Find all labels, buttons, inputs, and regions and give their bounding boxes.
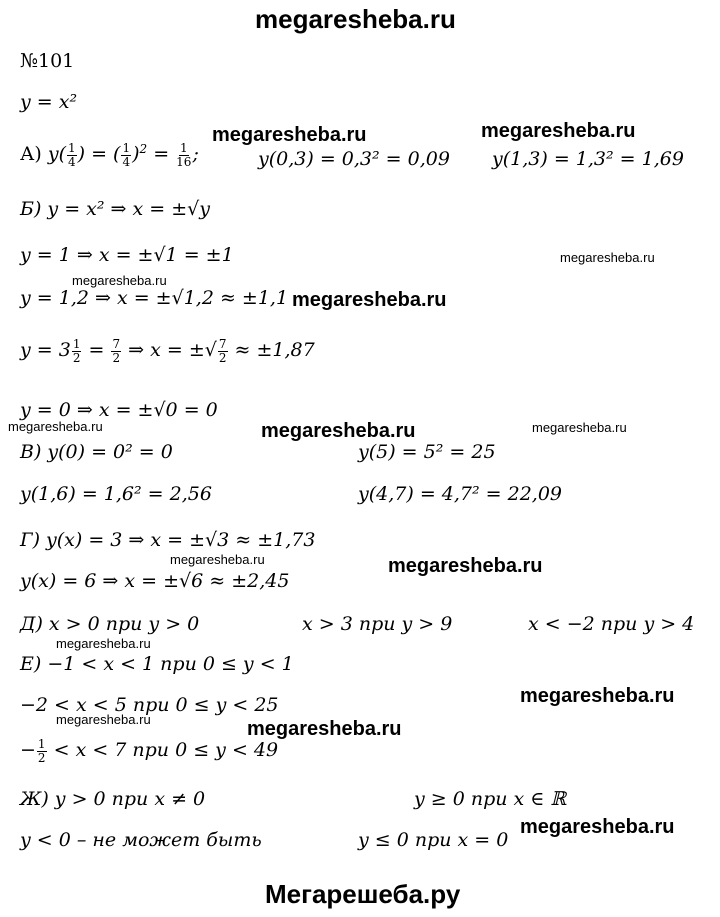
line-a: А) y( $\frac{1}{4}$ ) = ( $\frac{1}{4}$ )$^2$ = $\frac{1}{16}$ ;: [20, 141, 199, 169]
line-d-3: x < −2 при y > 4: [528, 613, 695, 635]
watermark: megaresheba.ru: [72, 273, 167, 288]
line-b-2: y = 1,2 ⇒ x = ±√1,2 ≈ ±1,1: [20, 287, 289, 309]
watermark: megaresheba.ru: [261, 420, 416, 442]
line-a-value-1: y(0,3) = 0,3² = 0,09: [258, 148, 450, 170]
watermark: megaresheba.ru: [56, 712, 151, 727]
task-number: №101: [20, 50, 75, 72]
watermark: megaresheba.ru: [532, 420, 627, 435]
line-v-4: y(4,7) = 4,7² = 22,09: [358, 483, 562, 505]
watermark: megaresheba.ru: [520, 685, 675, 707]
line-e-2: −2 < x < 5 при 0 ≤ y < 25: [20, 694, 279, 716]
watermark: megaresheba.ru: [170, 552, 265, 567]
line-b-3: y = 3 $\frac{1}{2}$ = $\frac{7}{2}$ ⇒ x = ±√ $\frac{7}{2}$ ≈ ±1,87: [20, 337, 315, 365]
line-zh-1: Ж) y > 0 при x ≠ 0: [20, 788, 206, 810]
watermark: megaresheba.ru: [520, 816, 675, 838]
line-g-2: y(x) = 6 ⇒ x = ±√6 ≈ ±2,45: [20, 570, 290, 592]
watermark: megaresheba.ru: [560, 250, 655, 265]
line-v-3: y(1,6) = 1,6² = 2,56: [20, 483, 212, 505]
line-b-main: Б) y = x² ⇒ x = ±√y: [20, 198, 210, 220]
watermark: megaresheba.ru: [388, 555, 543, 577]
line-zh-4: y ≤ 0 при x = 0: [358, 829, 509, 851]
line-e-1: Е) −1 < x < 1 при 0 ≤ y < 1: [20, 653, 294, 675]
line-v-2: y(5) = 5² = 25: [358, 441, 496, 463]
watermark: megaresheba.ru: [292, 289, 447, 311]
line-d-2: x > 3 при y > 9: [302, 613, 453, 635]
line-b-4: y = 0 ⇒ x = ±√0 = 0: [20, 399, 218, 421]
line-zh-2: y ≥ 0 при x ∈ ℝ: [414, 788, 567, 810]
watermark: megaresheba.ru: [212, 124, 367, 146]
line-b-1: y = 1 ⇒ x = ±√1 = ±1: [20, 244, 234, 266]
site-header: megaresheba.ru: [255, 4, 456, 34]
line-d-1: Д) x > 0 при y > 0: [20, 613, 200, 635]
site-footer: Мегарешеба.ру: [265, 879, 461, 909]
line-e-3: − $\frac{1}{2}$ < x < 7 при 0 ≤ y < 49: [20, 737, 279, 765]
watermark: megaresheba.ru: [247, 718, 402, 740]
line-v-1: В) y(0) = 0² = 0: [20, 441, 173, 463]
line-a-value-2: y(1,3) = 1,3² = 1,69: [492, 148, 684, 170]
watermark: megaresheba.ru: [481, 120, 636, 142]
line-zh-3: y < 0 – не может быть: [20, 829, 262, 851]
line-g-1: Г) y(x) = 3 ⇒ x = ±√3 ≈ ±1,73: [20, 529, 316, 551]
watermark: megaresheba.ru: [8, 419, 103, 434]
watermark: megaresheba.ru: [56, 636, 151, 651]
formula: y = x²: [20, 91, 78, 113]
